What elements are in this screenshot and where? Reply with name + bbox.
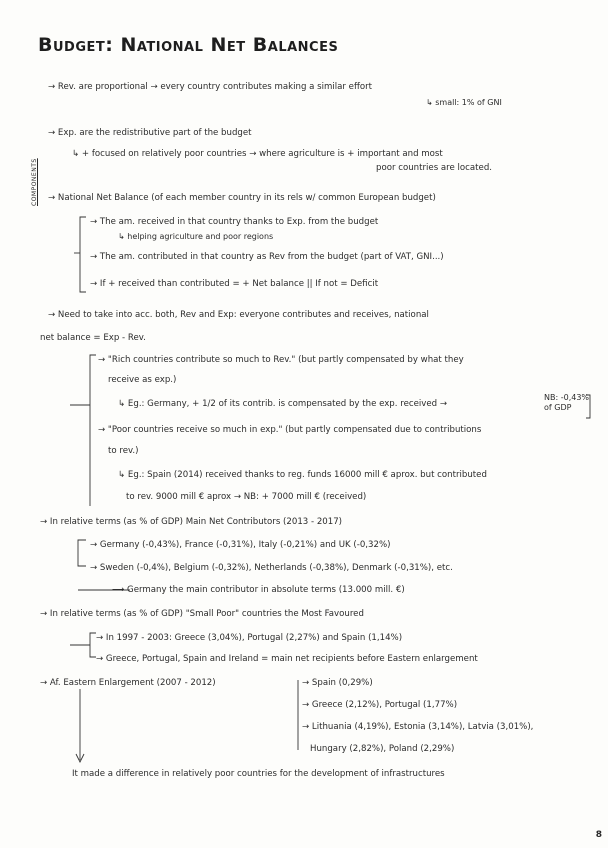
line-germany-main-contributor: ⟶ Germany the main contributor in absolute terms (13.000 mill. €) (112, 585, 405, 595)
line-net-balance-rule: → If + received than contributed = + Net balance || If not = Deficit (90, 279, 379, 289)
line-eastern-enlargement: → Af. Eastern Enlargement (2007 - 2012) (40, 678, 216, 688)
side-note-germany-nb: NB: -0,43% of GDP (544, 393, 590, 412)
line-hungary-poland-2007: Hungary (2,82%), Poland (2,29%) (310, 744, 455, 754)
line-need-both: → Need to take into acc. both, Rev and Exp: everyone contributes and receives, national (48, 310, 429, 320)
line-poor-countries: → "Poor countries receive so much in exp." (but partly compensated due to contributions (98, 425, 482, 435)
line-contributors-group1: → Germany (-0,43%), France (-0,31%), Italy (-0,21%) and UK (-0,32%) (90, 540, 391, 550)
line-net-balance-formula: net balance = Exp - Rev. (40, 333, 146, 343)
page-title: Budget: National Net Balances (38, 34, 339, 56)
line-spain-2007: → Spain (0,29%) (302, 678, 373, 688)
line-main-net-contributors: → In relative terms (as % of GDP) Main Net Contributors (2013 - 2017) (40, 517, 343, 527)
line-1997-2003: → In 1997 - 2003: Greece (3,04%), Portugal (2,27%) and Spain (1,14%) (96, 633, 403, 643)
line-poor-rev: to rev.) (108, 446, 139, 456)
line-rich-receive: receive as exp.) (108, 375, 177, 385)
line-national-net-balance: → National Net Balance (of each member country in its rels w/ common European budget) (48, 193, 436, 203)
line-amount-received: → The am. received in that country thanks to Exp. from the budget (90, 217, 379, 227)
line-small-poor-favoured: → In relative terms (as % of GDP) "Small Poor" countries the Most Favoured (40, 609, 364, 619)
line-greece-portugal-2007: → Greece (2,12%), Portugal (1,77%) (302, 700, 458, 710)
line-amount-contributed: → The am. contributed in that country as Rev from the budget (part of VAT, GNI...) (90, 252, 444, 262)
line-made-difference: It made a difference in relatively poor countries for the development of infrastructures (72, 769, 445, 779)
line-poor-countries-located: poor countries are located. (376, 163, 493, 173)
line-spain-net-balance: to rev. 9000 mill € aprox → NB: + 7000 mill € (received) (126, 492, 367, 502)
line-baltics-2007: → Lithuania (4,19%), Estonia (3,14%), Latvia (3,01%), (302, 722, 534, 732)
line-helping-agriculture: ↳ helping agriculture and poor regions (118, 232, 274, 241)
line-main-recipients: → Greece, Portugal, Spain and Ireland = main net recipients before Eastern enlargement (96, 654, 478, 664)
page-number: 8 (595, 830, 602, 840)
line-focused-poor-countries: ↳ + focused on relatively poor countries → where agriculture is + important and most (72, 149, 443, 159)
line-revenue-small: ↳ small: 1% of GNI (426, 98, 502, 107)
line-germany-example: ↳ Eg.: Germany, + 1/2 of its contrib. is compensated by the exp. received → (118, 399, 448, 409)
components-vertical-label: COMPONENTS (31, 158, 38, 206)
line-expenditure-redistributive: → Exp. are the redistributive part of the budget (48, 128, 252, 138)
line-contributors-group2: → Sweden (-0,4%), Belgium (-0,32%), Netherlands (-0,38%), Denmark (-0,31%), etc. (90, 563, 453, 573)
line-spain-example: ↳ Eg.: Spain (2014) received thanks to reg. funds 16000 mill € aprox. but contributed (118, 470, 487, 480)
line-rich-countries: → "Rich countries contribute so much to Rev." (but partly compensated by what they (98, 355, 464, 365)
line-revenue-proportional: → Rev. are proportional → every country contributes making a similar effort (48, 82, 373, 92)
